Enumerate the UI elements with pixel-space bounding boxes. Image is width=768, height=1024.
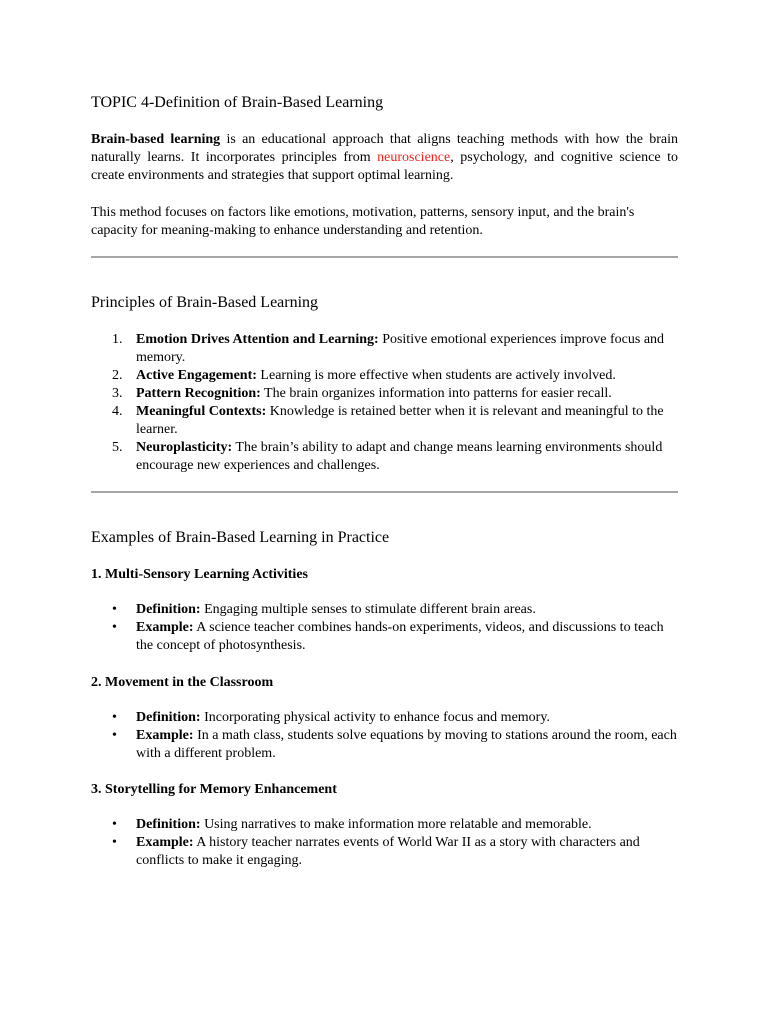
divider-1	[91, 256, 678, 258]
examples-heading: Examples of Brain-Based Learning in Practice	[91, 529, 390, 546]
bullet-icon: •	[112, 728, 117, 743]
list-item: 4. Meaningful Contexts: Knowledge is retained better when it is relevant and meaningful to the learner.	[112, 404, 664, 437]
bullet-icon: •	[112, 710, 117, 725]
list-item: • Definition: Engaging multiple senses to stimulate different brain areas.	[112, 602, 536, 617]
intro-bold-term: Brain-based learning	[91, 132, 221, 147]
bullet-icon: •	[112, 620, 117, 635]
intro-paragraph	[91, 131, 678, 185]
topic-title: TOPIC 4-Definition of Brain-Based Learning	[91, 94, 384, 111]
list-item: 5. Neuroplasticity: The brain’s ability to adapt and change means learning environments should encourage new experiences and challenges.	[112, 440, 663, 473]
example-list-3	[91, 816, 678, 870]
list-item: • Definition: Using narratives to make information more relatable and memorable.	[112, 817, 592, 832]
list-item: • Example: In a math class, students solve equations by moving to stations around the room, each with a different problem.	[112, 728, 677, 761]
example-section-title-1: 1. Multi-Sensory Learning Activities	[91, 567, 308, 582]
example-list-2	[91, 709, 678, 763]
bullet-icon: •	[112, 835, 117, 850]
example-section-title-2: 2. Movement in the Classroom	[91, 675, 274, 690]
principles-heading: Principles of Brain-Based Learning	[91, 294, 319, 311]
list-item: • Example: A science teacher combines hands-on experiments, videos, and discussions to teach the concept of photosynthesis.	[112, 620, 664, 653]
list-item: 1. Emotion Drives Attention and Learning: Positive emotional experiences improve focus and memory.	[112, 332, 665, 365]
intro-text-1: is an educational approach that aligns teaching methods with how the brain naturally learns. It incorporates principles from	[91, 132, 679, 165]
list-item: 2. Active Engagement: Learning is more effective when students are actively involved.	[112, 368, 616, 383]
example-list-1	[91, 601, 678, 655]
divider-2	[91, 491, 678, 493]
list-item: • Definition: Incorporating physical activity to enhance focus and memory.	[112, 710, 550, 725]
bullet-icon: •	[112, 817, 117, 832]
example-section-title-3: 3. Storytelling for Memory Enhancement	[91, 782, 337, 797]
bullet-icon: •	[112, 602, 117, 617]
list-item: 3. Pattern Recognition: The brain organizes information into patterns for easier recall.	[112, 386, 612, 401]
list-item: • Example: A history teacher narrates events of World War II as a story with characters and conflicts to make it engaging.	[112, 835, 640, 868]
neuroscience-link[interactable]: neuroscience	[377, 150, 451, 165]
principles-list	[91, 331, 678, 475]
method-paragraph: This method focuses on factors like emotions, motivation, patterns, sensory input, and the brain's capacity for meaning-making to enhance understanding and retention.	[91, 205, 635, 238]
intro-text-2: , psychology, and cognitive science to create environments and strategies that support optimal learning.	[91, 150, 678, 183]
